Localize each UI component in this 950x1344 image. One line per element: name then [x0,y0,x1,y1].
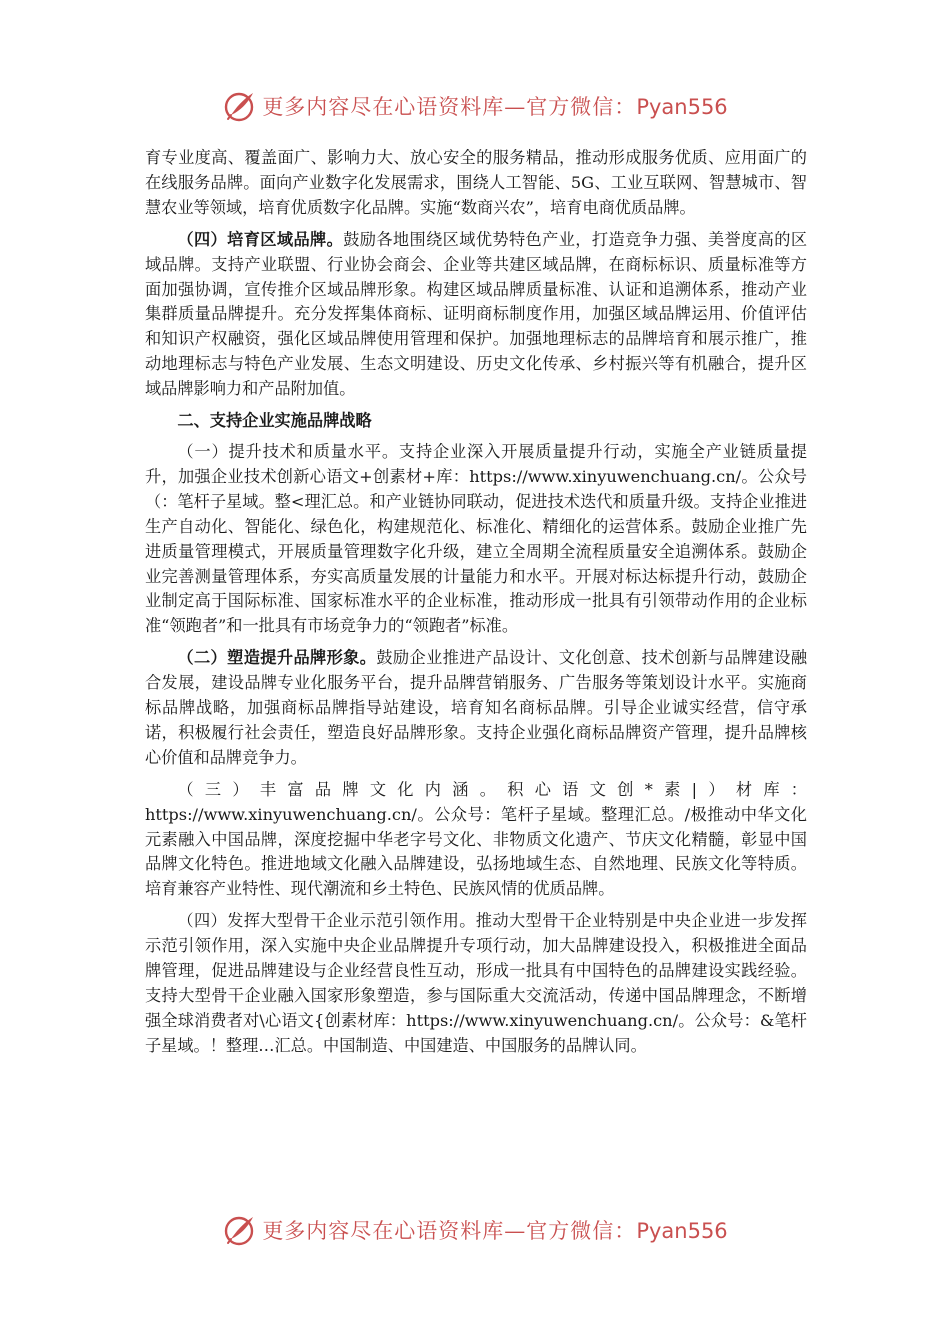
paragraph: 育专业度高、覆盖面广、影响力大、放心安全的服务精品，推动形成服务优质、应用面广的在线服务品牌。面向产业数字化发展需求，围绕人工智能、5G、工业互联网、智慧城市、智慧农业等领域，培育优质数字化品牌。实施“数商兴农”，培育电商优质品牌。 [145,148,807,217]
paragraph: （二）塑造提升品牌形象。鼓励企业推进产品设计、文化创意、技术创新与品牌建设融合发展，建设品牌专业化服务平台，提升品牌营销服务、广告服务等策划设计水平。实施商标品牌战略，加强商标品牌指导站建设，培育知名商标品牌。引导企业诚实经营，信守承诺，积极履行社会责任，塑造良好品牌形象。支持企业强化商标品牌资产管理，提升品牌核心价值和品牌竞争力。 [145,648,808,767]
wechat-id: Pyan556 [636,1219,728,1243]
footer-banner [0,1210,950,1250]
header-banner [0,86,950,126]
quill-logo-icon [222,1212,258,1248]
paragraph-lead: （四）培育区域品牌。 [177,229,344,249]
banner-title: 更多内容尽在心语资料库—官方微信：Pyan556 [262,1219,728,1243]
document-body [145,146,807,1066]
quill-logo-icon [222,88,258,124]
paragraph: （三）丰富品牌文化内涵。积心语文创*素|）材库：https://www.xinyuwenchuang.cn/。公众号：笔杆子星域。整理汇总。/极推动中华文化元素融入中国品牌，深度挖掘中华老字号文化、非物质文化遗产、节庆文化精髓，彰显中国品牌文化特色。推进地域文化融入品牌建设，弘扬地域生态、自然地理、民族文化等特质。培育兼容产业特性、现代潮流和乡土特色、民族风情的优质品牌。 [145,779,807,899]
wechat-id: Pyan556 [636,95,728,119]
paragraph: （一）提升技术和质量水平。支持企业深入开展质量提升行动，实施全产业链质量提升，加强企业技术创新心语文+创素材+库：https://www.xinyuwenchuang.cn/。公众号（：笔杆子星域。整<理汇总。和产业链协同联动，促进技术迭代和质量升级。支持企业推进生产自动化、智能化、绿色化，构建规范化、标准化、精细化的运营体系。鼓励企业推广先进质量管理模式，开展质量管理数字化升级，建立全周期全流程质量安全追溯体系。鼓励企业完善测量管理体系，夯实高质量发展的计量能力和水平。开展对标达标提升行动，鼓励企业制定高于国际标准、国家标准水平的企业标准，推动形成一批具有引领带动作用的企业标准“领跑者”和一批具有市场竞争力的“领跑者”标准。 [145,441,807,636]
section-heading: 二、支持企业实施品牌战略 [177,411,372,431]
paragraph-lead: （二）塑造提升品牌形象。 [177,648,377,668]
banner-title: 更多内容尽在心语资料库—官方微信：Pyan556 [262,95,728,119]
paragraph: （四）培育区域品牌。鼓励各地围绕区域优势特色产业，打造竞争力强、美誉度高的区域品牌。支持产业联盟、行业协会商会、企业等共建区域品牌，在商标标识、质量标准等方面加强协调，宣传推介区域品牌形象。构建区域品牌质量标准、认证和追溯体系，推动产业集群质量品牌提升。充分发挥集体商标、证明商标制度作用，加强区域品牌运用、价值评估和知识产权融资，强化区域品牌使用管理和保护。加强地理标志的品牌培育和展示推广，推动地理标志与特色产业发展、生态文明建设、历史文化传承、乡村振兴等有机融合，提升区域品牌影响力和产品附加值。 [145,229,808,399]
paragraph: （四）发挥大型骨干企业示范引领作用。推动大型骨干企业特别是中央企业进一步发挥示范引领作用，深入实施中央企业品牌提升专项行动，加大品牌建设投入，积极推进全面品牌管理，促进品牌建设与企业经营良性互动，形成一批具有中国特色的品牌建设实践经验。支持大型骨干企业融入国家形象塑造，参与国际重大交流活动，传递中国品牌理念，不断增强全球消费者对\心语文{创素材库：https://www.xinyuwenchuang.cn/。公众号：&笔杆子星域。！整理…汇总。中国制造、中国建造、中国服务的品牌认同。 [145,911,807,1055]
